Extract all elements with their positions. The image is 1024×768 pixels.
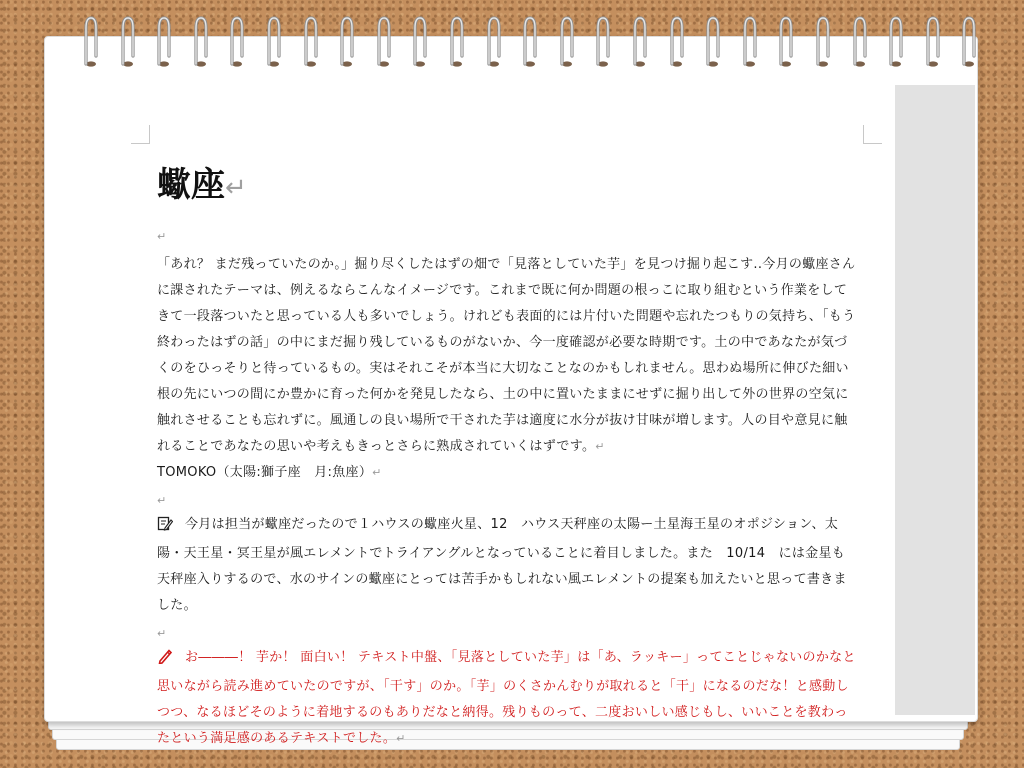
binding-ring (190, 12, 212, 72)
binding-ring (922, 12, 944, 72)
binding-ring (885, 12, 907, 72)
empty-paragraph (157, 222, 857, 248)
binding-ring (80, 12, 102, 72)
margin-corner-top-right (863, 125, 882, 144)
binding-ring (263, 12, 285, 72)
binding-ring (483, 12, 505, 72)
paragraph-mark: ↵ (225, 173, 247, 203)
binding-ring (629, 12, 651, 72)
paragraph-mark: ↵ (396, 732, 406, 745)
red-pencil-icon (157, 648, 173, 674)
memo-pencil-icon (157, 515, 173, 541)
paragraph-mark: ↵ (157, 627, 167, 640)
binding-ring (702, 12, 724, 72)
page-title (157, 165, 857, 208)
binding-ring (226, 12, 248, 72)
binding-ring (300, 12, 322, 72)
document-page (113, 85, 895, 746)
binding-ring (446, 12, 468, 72)
spiral-binding (0, 0, 1024, 90)
binding-ring (849, 12, 871, 72)
binding-ring (592, 12, 614, 72)
empty-paragraph (157, 619, 857, 645)
binding-ring (336, 12, 358, 72)
document-content (157, 165, 857, 752)
binding-ring (153, 12, 175, 72)
binding-ring (666, 12, 688, 72)
binding-ring (556, 12, 578, 72)
author-line (157, 460, 857, 486)
main-paragraph-text: 「あれ？ まだ残っていたのか。」掘り尽くしたはずの畑で「見落としていた芋」を見つけ掘り起こす..今月の蠍座さんに課されたテーマは、例えるならこんなイメージです。これまで既に何か問題の根っこに取り組むという作業をしてきて一段落ついたと思っている人も多いでしょう。けれども表面的には片付いた問題や忘れたつもりの気持ち、「もう終わったはずの話」の中にまだ掘り残しているものがないか、今一度確認が必要な時期です。土の中であなたが気づくのをひっそりと待っているもの。実はそれこそが本当に大切なことなのかもしれません。思わぬ場所に伸びた細い根の先にいつの間にか豊かに育った何かを発見したなら、土の中に置いたままにせずに掘り出して外の世界の空気に触れさせることも忘れずに。風通しの良い場所で干された芋は適度に水分が抜け甘味が増します。人の目や意見に触れることであなたの思いや考えもきっとさらに熟成されていくはずです。 (157, 257, 856, 454)
main-paragraph (157, 252, 857, 460)
binding-ring (739, 12, 761, 72)
binding-ring (373, 12, 395, 72)
comment-paragraph (157, 645, 857, 752)
title-text: 蠍座 (157, 165, 225, 205)
note-paragraph (157, 512, 857, 619)
binding-ring (117, 12, 139, 72)
note-text: 今月は担当が蠍座だったので１ハウスの蠍座火星、12 ハウス天秤座の太陽ー土星海王星のオポジション、太陽・天王星・冥王星が風エレメントでトライアングルとなっていることに着目しました。また 10/14 には金星も天秤座入りするので、水のサインの蠍座にとっては苦手かもしれない風エレメントの提案も加えたいと思って書きました。 (157, 517, 847, 613)
paragraph-mark: ↵ (595, 440, 605, 453)
paragraph-mark: ↵ (157, 230, 167, 243)
paragraph-mark: ↵ (157, 494, 167, 507)
paragraph-mark: ↵ (372, 466, 382, 479)
binding-ring (812, 12, 834, 72)
margin-corner-top-left (131, 125, 150, 144)
empty-paragraph (157, 486, 857, 512)
comment-text: お―――！ 芋か！ 面白い！ テキスト中盤、「見落としていた芋」は「あ、ラッキー」ってことじゃないのかなと思いながら読み進めていたのですが、「干す」のか。「芋」のくさかんむりが取れると「干」になるのだな！と感動しつつ、なるほどそのように着地するのもありだなと納得。残りものって、二度おいしい感じもし、いいことを教わったという満足感のあるテキストでした。 (157, 650, 856, 746)
binding-ring (519, 12, 541, 72)
notebook-page (44, 36, 978, 746)
binding-ring (775, 12, 797, 72)
binding-ring (409, 12, 431, 72)
author-text: TOMOKO（太陽:獅子座 月:魚座） (157, 465, 373, 480)
binding-ring (958, 12, 980, 72)
document-gray-margin (895, 85, 975, 715)
